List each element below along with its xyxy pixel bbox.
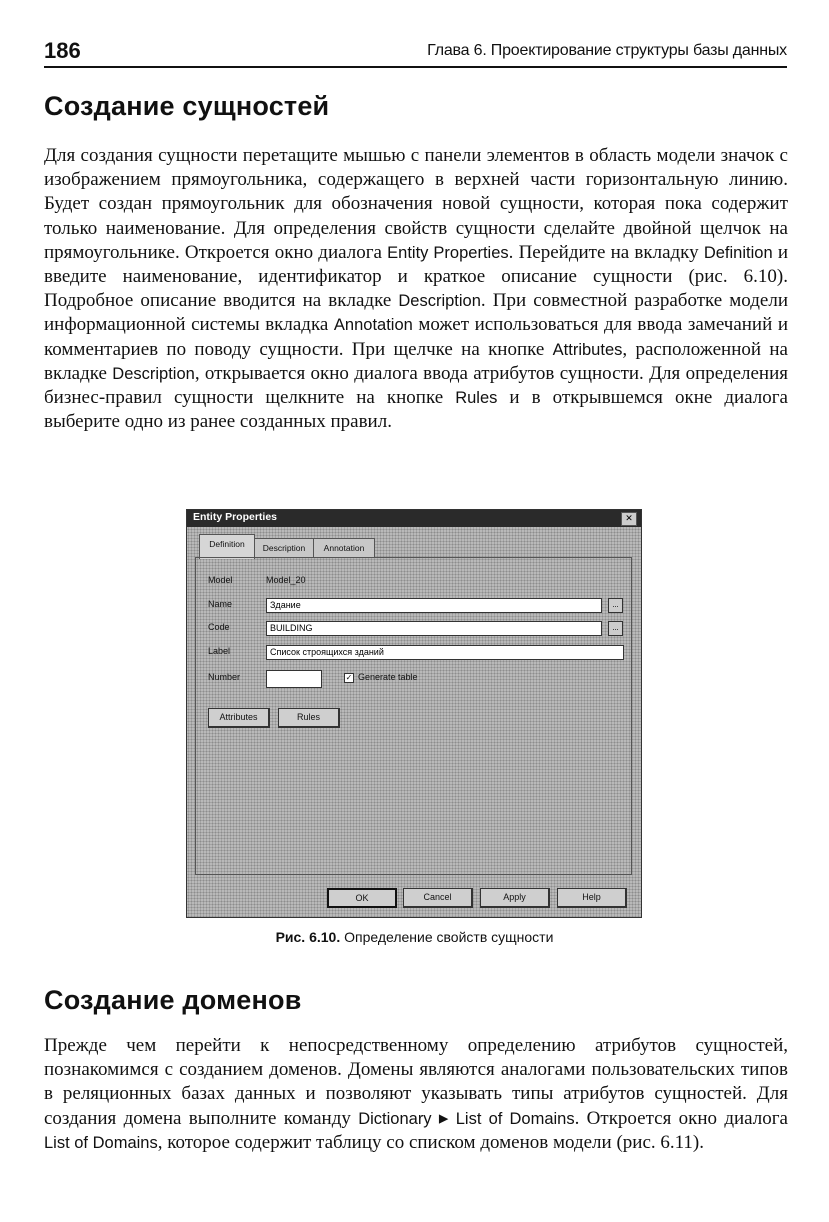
model-value: Model_20 (266, 575, 306, 585)
name-ellipsis-button[interactable]: ... (608, 598, 623, 613)
figure-caption (0, 929, 829, 945)
generate-table-checkbox[interactable]: ✓ (345, 673, 353, 682)
cancel-button[interactable]: Cancel (403, 888, 473, 908)
attributes-button[interactable]: Attributes (208, 708, 270, 728)
definition-panel (195, 557, 632, 875)
code-ellipsis-button[interactable]: ... (608, 621, 623, 636)
label-field[interactable]: Список строящихся зданий (266, 645, 624, 660)
text-run: может использоваться для ввода замечаний и комментариев по поводу сущности. При щелчке на кнопке (44, 314, 788, 360)
term-list-of-domains: List of Domains (455, 1109, 575, 1128)
section-heading-domains: Создание доменов (44, 985, 302, 1015)
paragraph-domains (44, 1034, 788, 1155)
name-label: Name (208, 599, 233, 609)
number-label: Number (208, 672, 241, 682)
generate-table-label: Generate table (358, 672, 418, 682)
tab-annotation[interactable]: Annotation (313, 538, 375, 558)
rules-button[interactable]: Rules (278, 708, 340, 728)
term-attributes: Attributes (552, 340, 623, 359)
page-number: 186 (44, 38, 81, 63)
dialog-title: Entity Properties (193, 511, 278, 523)
tab-description[interactable]: Description (254, 538, 314, 558)
help-button[interactable]: Help (557, 888, 627, 908)
term-dictionary: Dictionary (358, 1109, 432, 1128)
text-run: и введите наименование, идентификатор и краткое описание сущности (рис. 6.10). Подробное описание вводится на вкладке (44, 241, 788, 312)
section-heading-entities: Создание сущностей (44, 91, 330, 121)
term-description: Description (112, 364, 195, 383)
menu-arrow: ▸ (431, 1107, 456, 1129)
code-field[interactable]: BUILDING (266, 621, 602, 636)
term-description: Description (398, 292, 481, 311)
text-run: , расположенной на вкладке (44, 338, 788, 384)
close-icon[interactable]: ✕ (621, 512, 637, 526)
text-run: . Откроется окно диалога (574, 1107, 788, 1129)
text-run: Прежде чем перейти к непосредственному определению атрибутов сущностей, познакомимся с созданием доменов. Домены являются аналогами пользовательских типов в реляционных базах данных и позволяют указывать типы атрибутов сущностей. Для создания домена выполните команду (44, 1035, 788, 1129)
paragraph-entities (44, 144, 788, 434)
code-label: Code (208, 622, 230, 632)
entity-properties-dialog (186, 509, 642, 918)
text-run: , открывается окно диалога ввода атрибутов сущности. Для определения бизнес-правил сущности щелкните на кнопке (44, 362, 789, 409)
term-rules: Rules (455, 389, 498, 408)
term-list-of-domains: List of Domains (44, 1133, 158, 1152)
number-field[interactable] (266, 670, 322, 688)
caption-text: Определение свойств сущности (344, 929, 554, 945)
tab-definition[interactable]: Definition (199, 534, 255, 559)
term-entity-properties: Entity Properties (387, 243, 509, 262)
apply-button[interactable]: Apply (480, 888, 550, 908)
ok-button[interactable]: OK (327, 888, 397, 908)
model-label: Model (208, 575, 233, 585)
label-label: Label (208, 646, 231, 656)
text-run: и в открывшемся окне диалога выберите одно из ранее созданных правил. (44, 387, 788, 433)
caption-number: Рис. 6.10. (275, 929, 341, 945)
text-run: Для создания сущности перетащите мышью с панели элементов в область модели значок с изображением прямоугольника, содержащего в верхней части горизонтальную линию. Будет создан прямоугольник для обозначения новой сущности, которая пока содержит только наименование. Для определения свойств сущности сделайте двойной щелчок на прямоугольнике. Откроется окно диалога (44, 145, 788, 263)
name-field[interactable]: Здание (266, 598, 602, 613)
term-annotation: Annotation (333, 316, 413, 335)
text-run: . При совместной разработке модели информационной системы вкладка (44, 290, 788, 336)
text-run: . Перейдите на вкладку (508, 241, 704, 263)
text-run: , которое содержит таблицу со списком доменов модели (рис. 6.11). (157, 1131, 705, 1153)
running-head (44, 38, 787, 68)
chapter-title: Глава 6. Проектирование структуры базы данных (427, 42, 787, 59)
term-definition: Definition (703, 243, 773, 262)
dialog-titlebar (187, 510, 641, 527)
